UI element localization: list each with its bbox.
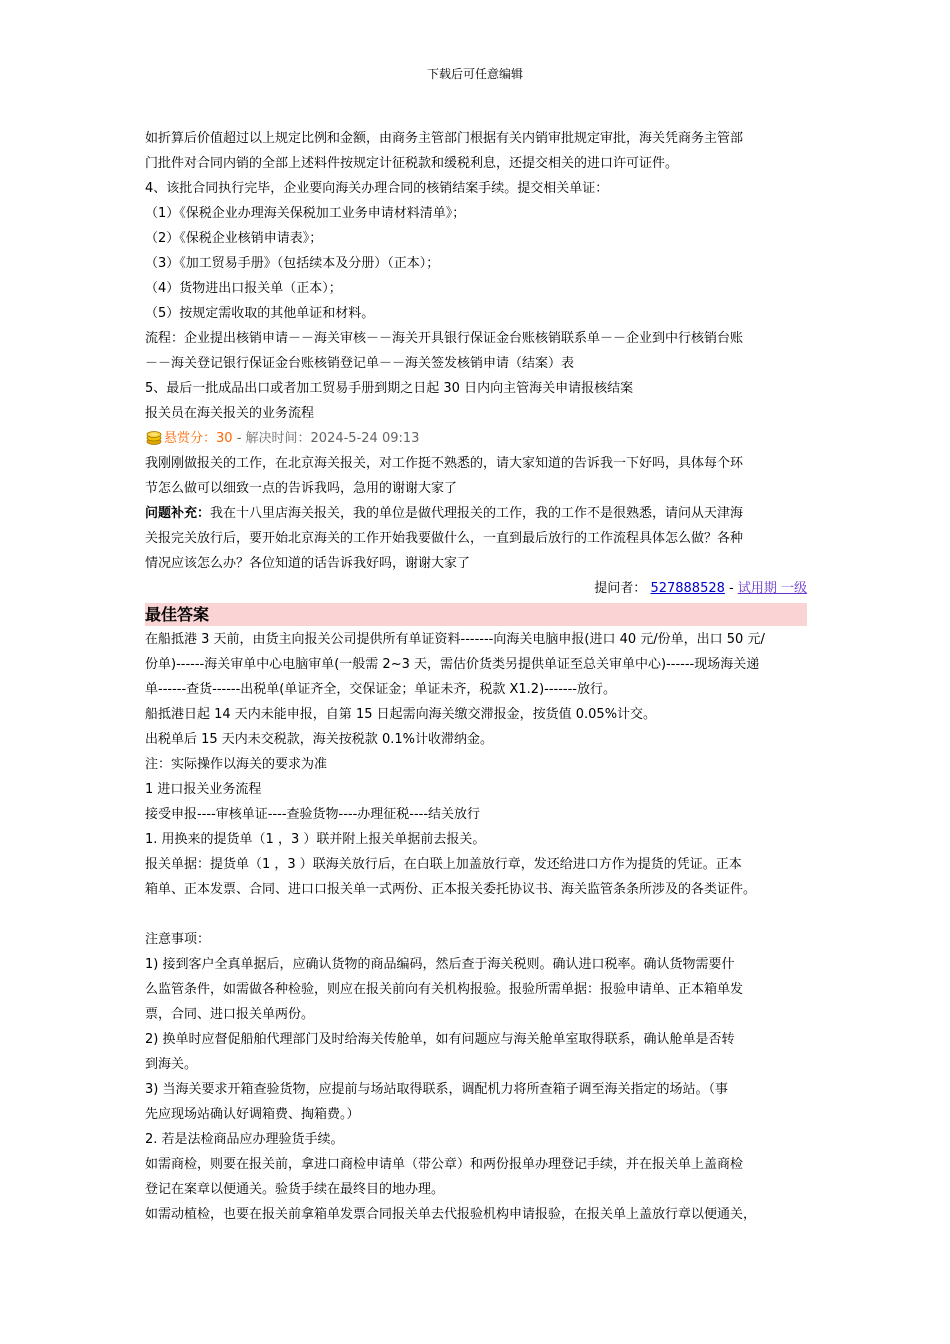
- note-line-5: 到海关。: [145, 1057, 198, 1072]
- question-body-1: 我刚刚做报关的工作，在北京海关报关，对工作挺不熟悉的，请大家知道的告诉我一下好吗，具体每个环: [145, 456, 744, 471]
- answer-line-5: 出税单后 15 天内未交税款，海关按税款 0.1%计收滞纳金。: [145, 732, 493, 747]
- note-line-4: 2) 换单时应督促船舶代理部门及时给海关传舱单，如有问题应与海关舱单室取得联系，确认舱单是否转: [145, 1032, 735, 1047]
- step4-flow-1: 流程：企业提出核销申请－－海关审核－－海关开具银行保证金台账核销联系单－－企业到中行核销台账: [145, 331, 744, 346]
- coin-icon: [145, 428, 163, 446]
- note-line-1: 1) 接到客户全真单据后，应确认货物的商品编码，然后查于海关税则。确认进口税率。确认货物需要什: [145, 957, 735, 972]
- note-line-3: 票，合同、进口报关单两份。: [145, 1007, 315, 1022]
- answer-line-2: 份单)------海关审单中心电脑审单(一般需 2~3 天，需估价货类另提供单证至总关审单中心)------现场海关递: [145, 657, 760, 672]
- question-title: 报关员在海关报关的业务流程: [145, 406, 315, 421]
- notes-title: 注意事项：: [145, 932, 211, 947]
- step4-item-5: （5）按规定需收取的其他单证和材料。: [145, 306, 375, 321]
- meta-separator: -: [232, 431, 246, 446]
- step4-item-2: （2）《保税企业核销申请表》；: [145, 231, 323, 246]
- best-answer-title: 最佳答案: [145, 603, 807, 626]
- note-line-8: 2. 若是法检商品应办理验货手续。: [145, 1132, 344, 1147]
- note-line-9: 如需商检，则要在报关前，拿进口商检申请单（带公章）和两份报单办理登记手续，并在报关单上盖商检: [145, 1157, 744, 1172]
- question-body-2: 节怎么做可以细致一点的告诉我吗，急用的谢谢大家了: [145, 481, 458, 496]
- answer-line-1: 在船抵港 3 天前，由货主向报关公司提供所有单证资料-------向海关电脑申报(进口 40 元/份单，出口 50 元/: [145, 632, 765, 647]
- reward-value: 30: [216, 431, 233, 446]
- intro-line-2: 门批件对合同内销的全部上述料件按规定计征税款和缓税利息，还提交相关的进口许可证件。: [145, 156, 679, 171]
- step5: 5、最后一批成品出口或者加工贸易手册到期之日起 30 日内向主管海关申请报核结案: [145, 381, 634, 396]
- answer-line-10: 报关单据：提货单（1 ，3 ）联海关放行后，在白联上加盖放行章，发还给进口方作为提货的凭证。正本: [145, 857, 742, 872]
- step4-item-1: （1）《保税企业办理海关保税加工业务申请材料清单》；: [145, 206, 466, 221]
- asker-separator: -: [724, 581, 738, 596]
- step4-title: 4、该批合同执行完毕，企业要向海关办理合同的核销结案手续。提交相关单证：: [145, 181, 609, 196]
- answer-line-8: 接受申报----审核单证----查验货物----办理征税----结关放行: [145, 807, 481, 822]
- supplement-text-1: 我在十八里店海关报关，我的单位是做代理报关的工作，我的工作不是很熟悉，请问从天津海: [210, 506, 744, 521]
- question-supplement-1: [145, 501, 815, 526]
- answer-line-3: 单------查货------出税单(单证齐全，交保证金；单证未齐，税款 X1.2)-------放行。: [145, 682, 616, 697]
- resolved-time: 解决时间：2024-5-24 09:13: [245, 431, 420, 446]
- asker-row: [145, 576, 815, 601]
- step4-item-3: （3）《加工贸易手册》（包括续本及分册）（正本）；: [145, 256, 440, 271]
- answer-line-9: 1. 用换来的提货单（1 ，3 ）联并附上报关单据前去报关。: [145, 832, 486, 847]
- note-line-2: 么监管条件，如需做各种检验，则应在报关前向有关机构报验。报验所需单据：报验申请单、正本箱单发: [145, 982, 744, 997]
- note-line-6: 3) 当海关要求开箱查验货物，应提前与场站取得联系，调配机力将所查箱子调至海关指定的场站。（事: [145, 1082, 728, 1097]
- intro-line-1: 如折算后价值超过以上规定比例和金额，由商务主管部门根据有关内销审批规定审批，海关凭商务主管部: [145, 131, 744, 146]
- question-supplement-2: 关报完关放行后，要开始北京海关的工作开始我要做什么，一直到最后放行的工作流程具体怎么做？各种: [145, 531, 744, 546]
- asker-label: 提问者：: [594, 581, 647, 596]
- page-header: 下载后可任意编辑: [426, 67, 523, 81]
- supplement-label: 问题补充：: [145, 506, 211, 521]
- note-line-11: 如需动植检，也要在报关前拿箱单发票合同报关单去代报验机构申请报验，在报关单上盖放行章以便通关，: [145, 1207, 757, 1222]
- answer-line-6: 注：实际操作以海关的要求为准: [145, 757, 328, 772]
- document-body: [145, 126, 815, 1227]
- question-meta: [145, 426, 815, 451]
- step4-item-4: （4）货物进出口报关单（正本）；: [145, 281, 342, 296]
- reward-label: 悬赏分：: [164, 431, 217, 446]
- answer-line-4: 船抵港日起 14 天内未能申报，自第 15 日起需向海关缴交滞报金，按货值 0.05%计交。: [145, 707, 657, 722]
- asker-level-link[interactable]: 试用期 一级: [737, 581, 807, 596]
- note-line-10: 登记在案章以便通关。验货手续在最终目的地办理。: [145, 1182, 445, 1197]
- answer-line-11: 箱单、正本发票、合同、进口口报关单一式两份、正本报关委托协议书、海关监管条条所涉及的各类证件。: [145, 882, 757, 897]
- asker-id-link[interactable]: 527888528: [650, 581, 725, 596]
- blank-line: [145, 902, 815, 927]
- answer-line-7: 1 进口报关业务流程: [145, 782, 262, 797]
- note-line-7: 先应现场站确认好调箱费、掏箱费。）: [145, 1107, 360, 1122]
- step4-flow-2: －－海关登记银行保证金台账核销登记单－－海关签发核销申请（结案）表: [145, 356, 575, 371]
- question-supplement-3: 情况应该怎么办？各位知道的话告诉我好吗，谢谢大家了: [145, 556, 471, 571]
